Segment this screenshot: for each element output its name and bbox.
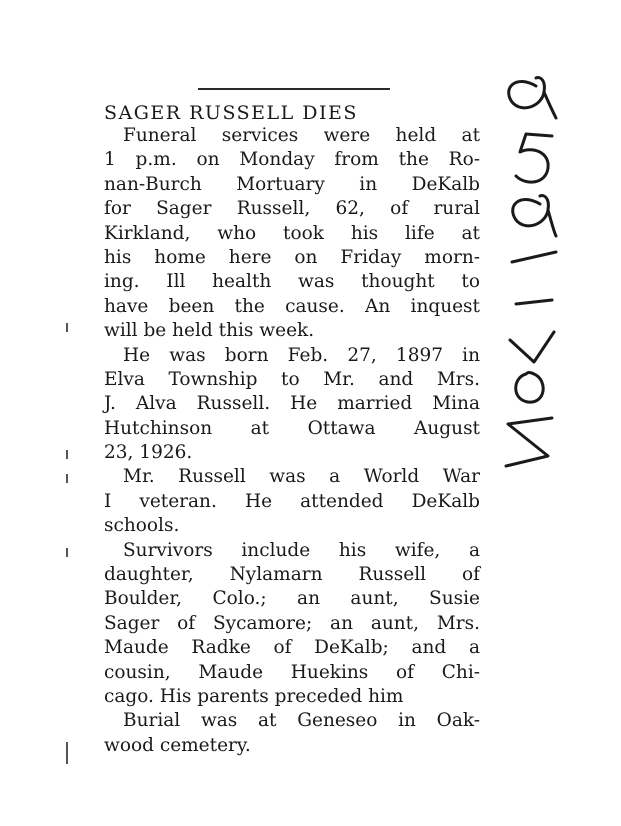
article-line: will be held this week.: [104, 320, 315, 342]
article-line: cago. His parents preceded him: [104, 685, 404, 707]
article-line: Kirkland, who took his life at: [104, 222, 480, 244]
article-line: Sager of Sycamore; an aunt, Mrs.: [104, 612, 480, 634]
article-line: his home here on Friday morn-: [104, 246, 480, 268]
article-body: [104, 124, 480, 758]
article-line: Boulder, Colo.; an aunt, Susie: [104, 588, 480, 610]
clipping-edge-mark: [66, 474, 68, 483]
clipping-edge-mark: [66, 742, 68, 764]
handwritten-date-annotation: [496, 56, 562, 476]
article-line: J. Alva Russell. He married Mina: [104, 393, 480, 415]
article-line: schools.: [104, 515, 180, 537]
article-line: Burial was at Geneseo in Oak-: [123, 710, 480, 732]
article-line: Elva Township to Mr. and Mrs.: [104, 368, 480, 390]
article-line: cousin, Maude Huekins of Chi-: [104, 661, 480, 683]
article-line: have been the cause. An inquest: [104, 295, 480, 317]
article-line: nan-Burch Mortuary in DeKalb: [104, 173, 480, 195]
top-divider-rule: [198, 88, 390, 90]
article-line: I veteran. He attended DeKalb: [104, 490, 480, 512]
clipping-edge-mark: [66, 548, 68, 557]
article-line: Mr. Russell was a World War: [123, 466, 480, 488]
article-line: Survivors include his wife, a: [123, 539, 480, 561]
article-line: Maude Radke of DeKalb; and a: [104, 637, 480, 659]
article-line: 23, 1926.: [104, 442, 193, 464]
article-line: He was born Feb. 27, 1897 in: [123, 344, 480, 366]
article-line: for Sager Russell, 62, of rural: [104, 198, 480, 220]
headline: SAGER RUSSELL DIES: [104, 102, 358, 124]
article-line: Hutchinson at Ottawa August: [104, 417, 480, 439]
article-line: 1 p.m. on Monday from the Ro-: [104, 149, 480, 171]
article-line: ing. Ill health was thought to: [104, 271, 480, 293]
article-line: wood cemetery.: [104, 734, 251, 756]
clipping-edge-mark: [66, 450, 68, 459]
article-line: Funeral services were held at: [123, 125, 480, 146]
article-line: daughter, Nylamarn Russell of: [104, 564, 480, 586]
clipping-edge-mark: [66, 323, 68, 332]
